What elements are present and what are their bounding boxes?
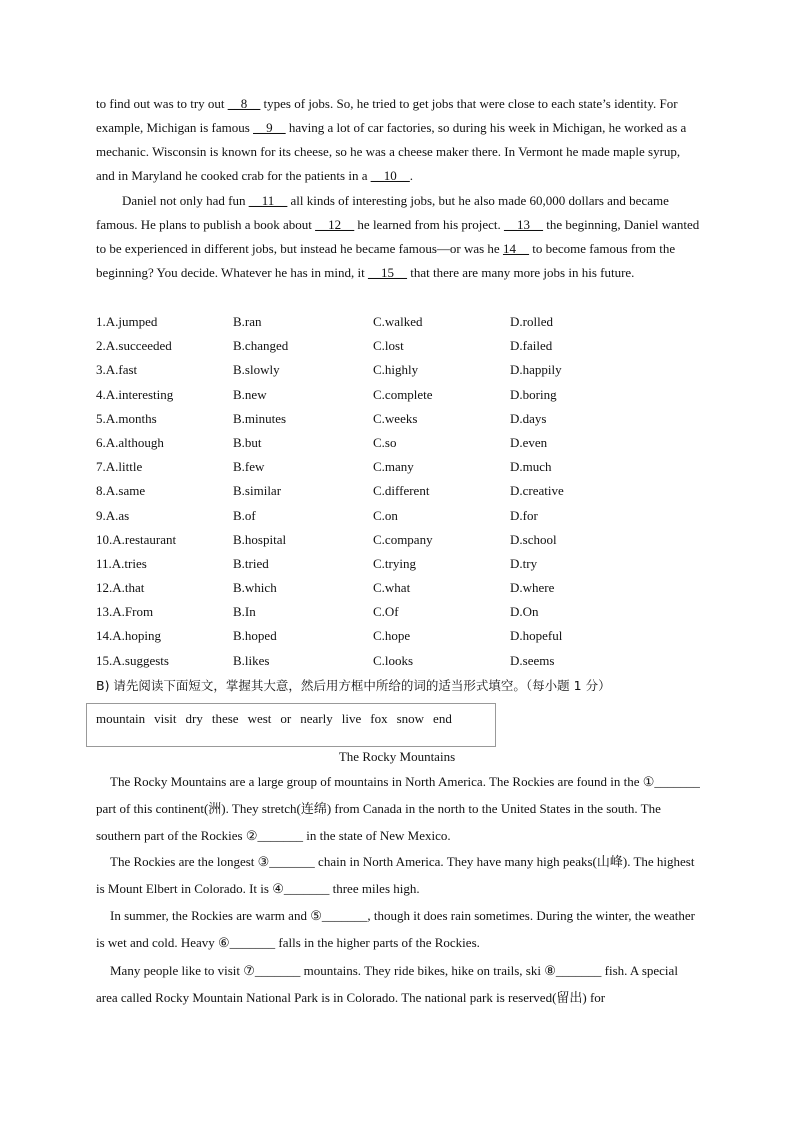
- section-b-instructions: B) 请先阅读下面短文，掌握其大意，然后用方框中所给的词的适当形式填空。（每小题 1 分）: [96, 678, 611, 693]
- option-choice: 4.A.interesting: [96, 386, 174, 402]
- option-row: [96, 455, 716, 479]
- option-choice: B.ran: [233, 314, 262, 329]
- option-choice: 15.A.suggests: [96, 652, 169, 668]
- option-row: [96, 552, 716, 576]
- answer-options: [96, 310, 716, 673]
- option-choice: 7.A.little: [96, 459, 143, 475]
- option-choice: B.few: [233, 459, 265, 475]
- option-choice: 9.A.as: [96, 507, 130, 523]
- option-choice: 8.A.same: [96, 483, 146, 499]
- option-choice: B.hoped: [233, 628, 277, 644]
- option-choice: B.new: [233, 386, 267, 402]
- option-choice: B.changed: [233, 338, 289, 354]
- option-choice: B.but: [233, 434, 262, 450]
- option-row: [96, 528, 716, 552]
- option-choice: D.where: [510, 580, 555, 596]
- option-choice: B.minutes: [233, 410, 287, 426]
- option-row: [96, 479, 716, 503]
- blank-13: __13__: [503, 217, 543, 232]
- option-choice: C.highly: [373, 362, 419, 378]
- option-choice: D.rolled: [510, 314, 553, 329]
- option-row: [96, 310, 716, 334]
- blank-15: __15__: [367, 265, 407, 280]
- option-choice: 10.A.restaurant: [96, 531, 177, 547]
- blank-11: __11__: [248, 193, 288, 208]
- rocky-paragraph-1: The Rocky Mountains are a large group of mountains in North America. The Rockies are found in the ①_______ part of this continent(洲). They stretch(连绵) from Canada in the north to the United States in the south. The southern part of the Rockies ②_______ in the state of New Mexico.: [96, 774, 700, 843]
- option-row: [96, 358, 716, 382]
- option-choice: 13.A.From: [96, 604, 154, 620]
- option-choice: D.days: [510, 410, 547, 426]
- option-choice: C.company: [373, 531, 433, 547]
- option-choice: D.On: [510, 604, 539, 620]
- option-choice: C.many: [373, 459, 414, 475]
- option-choice: B.In: [233, 604, 256, 620]
- word-list: [96, 708, 461, 730]
- option-choice: C.looks: [373, 652, 414, 668]
- option-choice: D.failed: [510, 338, 553, 354]
- option-choice: C.weeks: [373, 410, 418, 426]
- word-box-word: dry: [185, 711, 203, 726]
- option-choice: B.of: [233, 507, 256, 523]
- passage-paragraph-1: to find out was to try out __8__ types of jobs. So, he tried to get jobs that were close to each state’s identity. For example, Michigan is famous __9__ having a lot of car factories, so during his week in Michigan, he worked as a mechanic. Wisconsin is known for its cheese, so he was a cheese maker there. In Vermont he made maple syrup, and in Maryland he cooked crab for the patients in a __10__.: [96, 96, 687, 183]
- option-choice: C.walked: [373, 314, 423, 329]
- rocky-paragraph-2: The Rockies are the longest ③_______ chain in North America. They have many high peaks(山峰). The highest is Mount Elbert in Colorado. It is ④_______ three miles high.: [96, 854, 695, 896]
- option-choice: 2.A.succeeded: [96, 338, 172, 354]
- option-row: [96, 407, 716, 431]
- word-box-word: west: [247, 711, 272, 726]
- word-box-word: fox: [370, 711, 388, 726]
- blank-10: __10__: [370, 168, 410, 183]
- option-choice: B.tried: [233, 555, 269, 571]
- word-box-word: end: [433, 711, 452, 726]
- word-box-word: nearly: [300, 711, 333, 726]
- blank-9: __9__: [253, 120, 286, 135]
- option-choice: 5.A.months: [96, 410, 157, 426]
- option-row: [96, 624, 716, 648]
- word-box-word: live: [341, 711, 362, 726]
- option-row: [96, 576, 716, 600]
- rocky-paragraph-4: Many people like to visit ⑦_______ mountains. They ride bikes, hike on trails, ski ⑧_______ fish. A special area called Rocky Mountain National Park is in Colorado. The national park is reserved(留出) for: [96, 963, 678, 1005]
- option-choice: C.what: [373, 580, 411, 596]
- option-choice: C.hope: [373, 628, 411, 644]
- option-choice: D.for: [510, 507, 538, 523]
- option-choice: C.Of: [373, 604, 399, 620]
- passage-paragraph-2: Daniel not only had fun __11__ all kinds of interesting jobs, but he also made 60,000 dollars and became famous. He plans to publish a book about __12__ he learned from his project. __13__ the beginning, Daniel wanted to be experienced in different jobs, but instead he became famous—or was he 14__ to become famous from the beginning? You decide. Whatever he has in mind, it __15__ that there are many more jobs in his future.: [96, 193, 700, 280]
- word-box-word: mountain: [96, 711, 146, 726]
- option-choice: 1.A.jumped: [96, 314, 158, 329]
- option-choice: C.complete: [373, 386, 433, 402]
- option-choice: B.hospital: [233, 531, 287, 547]
- option-choice: C.on: [373, 507, 398, 523]
- word-box-word: or: [280, 711, 292, 726]
- word-box-word: these: [211, 711, 239, 726]
- option-choice: D.try: [510, 555, 538, 571]
- option-row: [96, 383, 716, 407]
- option-choice: D.happily: [510, 362, 562, 378]
- option-choice: D.seems: [510, 652, 555, 668]
- option-choice: D.school: [510, 531, 557, 547]
- option-choice: 11.A.tries: [96, 555, 147, 571]
- word-box-word: snow: [396, 711, 425, 726]
- option-choice: 3.A.fast: [96, 362, 138, 378]
- option-choice: B.which: [233, 580, 277, 596]
- passage-title: The Rocky Mountains: [338, 749, 456, 764]
- option-choice: 6.A.although: [96, 434, 164, 450]
- option-row: [96, 334, 716, 358]
- option-row: [96, 649, 716, 673]
- rocky-paragraph-3: In summer, the Rockies are warm and ⑤_______, though it does rain sometimes. During the winter, the weather is wet and cold. Heavy ⑥_______ falls in the higher parts of the Rockies.: [96, 908, 695, 950]
- option-choice: B.similar: [233, 483, 282, 499]
- word-box: [86, 703, 496, 747]
- option-choice: D.boring: [510, 386, 557, 402]
- option-choice: D.much: [510, 459, 552, 475]
- option-choice: C.trying: [373, 555, 416, 571]
- option-choice: B.slowly: [233, 362, 280, 378]
- option-choice: D.even: [510, 434, 548, 450]
- option-choice: C.lost: [373, 338, 404, 354]
- option-choice: B.likes: [233, 652, 270, 668]
- word-box-word: visit: [154, 711, 177, 726]
- blank-8: __8__: [227, 96, 261, 111]
- blank-14: 14__: [502, 241, 529, 256]
- option-row: [96, 431, 716, 455]
- option-choice: C.different: [373, 483, 430, 499]
- option-choice: C.so: [373, 434, 397, 450]
- option-row: [96, 600, 716, 624]
- option-choice: 14.A.hoping: [96, 628, 161, 644]
- option-choice: 12.A.that: [96, 580, 145, 596]
- option-row: [96, 504, 716, 528]
- blank-12: __12__: [315, 217, 355, 232]
- option-choice: D.hopeful: [510, 628, 563, 644]
- option-choice: D.creative: [510, 483, 564, 499]
